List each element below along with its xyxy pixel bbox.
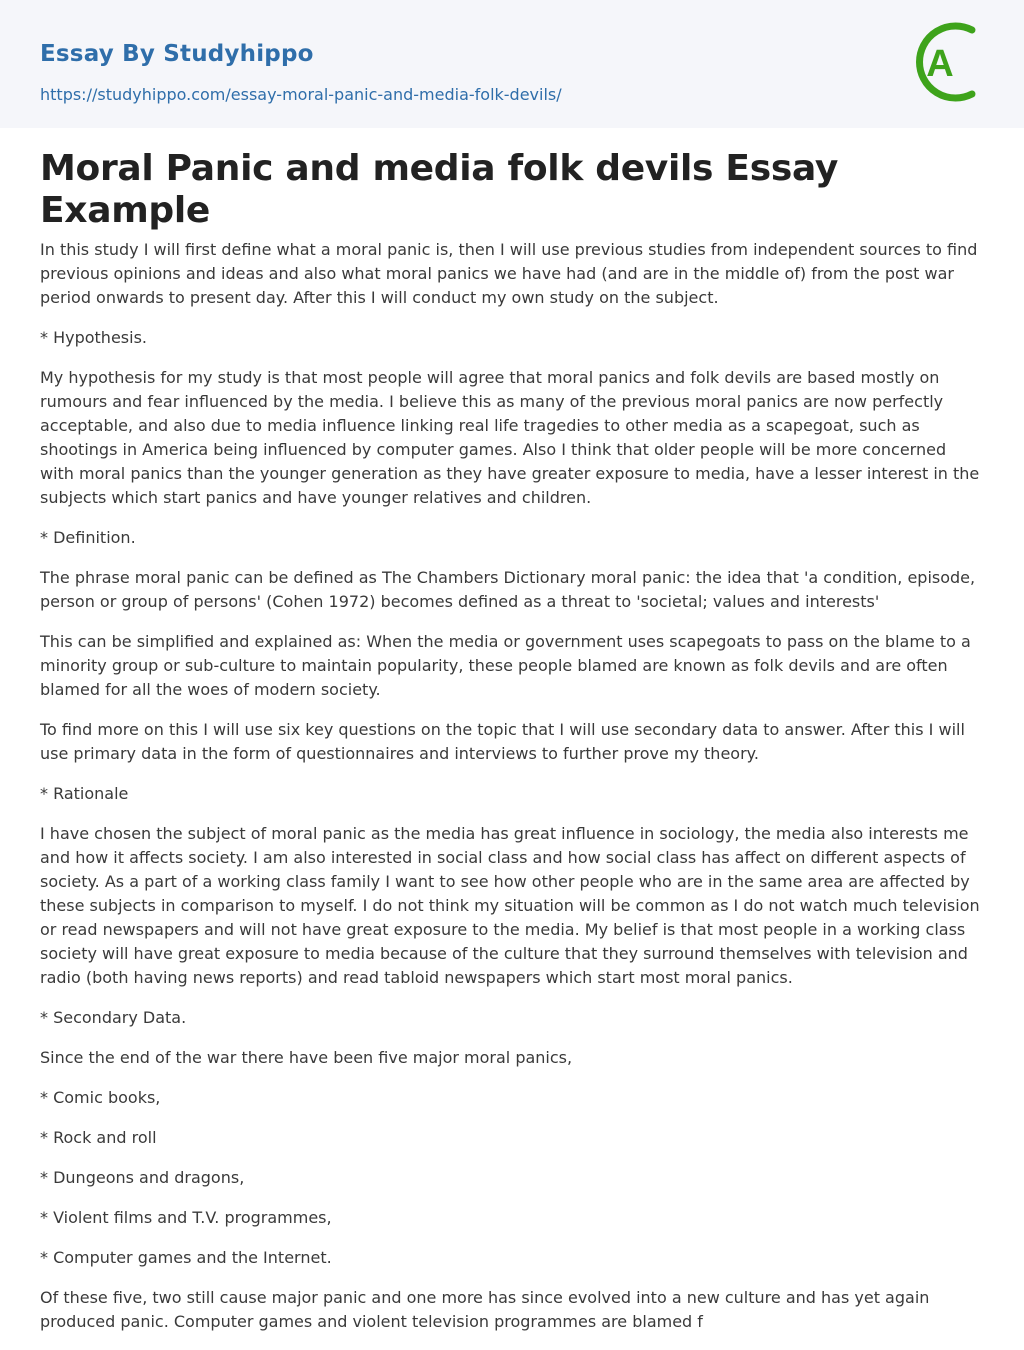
page-url-link[interactable]: https://studyhippo.com/essay-moral-panic-and-media-folk-devils/: [40, 85, 562, 104]
paragraph-rationale: I have chosen the subject of moral panic as the media has great influence in sociology, the media also interests me and how it affects society. I am also interested in social class and how social class has affect on different aspects of society. As a part of a working class family I want to see how other people who are in the same area are affected by these subjects in comparison to myself. I do not think my situation will be common as I do not watch much television or read newspapers and will not have great exposure to the media. My belief is that most people in a working class society will have great exposure to media because of the culture that they surround themselves with television and radio (both having news reports) and read tabloid newspapers which start most moral panics.: [40, 824, 980, 987]
paragraph-intro: In this study I will first define what a moral panic is, then I will use previous studies from independent sources to find previous opinions and ideas and also what moral panics we have had (and are in the middle of) from the post war period onwards to present day. After this I will conduct my own study on the subject.: [40, 240, 978, 307]
list-item: * Violent films and T.V. programmes,: [40, 1208, 332, 1227]
article-content: [40, 148, 985, 1350]
list-item: * Rock and roll: [40, 1128, 157, 1147]
article-title: Moral Panic and media folk devils Essay Example: [40, 148, 839, 231]
site-header: [0, 0, 1024, 128]
paragraph-conclusion: Of these five, two still cause major panic and one more has since evolved into a new culture and has yet again produced panic. Computer games and violent television programmes are blamed f: [40, 1288, 930, 1331]
paragraph-hypothesis: My hypothesis for my study is that most people will agree that moral panics and folk devils are based mostly on rumours and fear influenced by the media. I believe this as many of the previous moral panics are now perfectly acceptable, and also due to media influence linking real life tragedies to other media as a scapegoat, such as shootings in America being influenced by computer games. Also I think that older people will be more concerned with moral panics than the younger generation as they have greater exposure to media, have a lesser interest in the subjects which start panics and have younger relatives and children.: [40, 368, 980, 507]
list-item: * Comic books,: [40, 1088, 161, 1107]
paragraph-panics-intro: Since the end of the war there have been five major moral panics,: [40, 1048, 573, 1067]
heading-hypothesis: * Hypothesis.: [40, 328, 147, 347]
paragraph-definition: The phrase moral panic can be defined as The Chambers Dictionary moral panic: the idea that 'a condition, episode, person or group of persons' (Cohen 1972) becomes defined as a threat to 'societal; values and interests': [40, 568, 976, 611]
heading-secondary-data: * Secondary Data.: [40, 1008, 187, 1027]
paragraph-simplified: This can be simplified and explained as: When the media or government uses scapegoats to pass on the blame to a minority group or sub-culture to maintain popularity, these people blamed are known as folk devils and are often blamed for all the woes of modern society.: [40, 632, 971, 699]
svg-text:A: A: [926, 43, 954, 85]
heading-rationale: * Rationale: [40, 784, 129, 803]
paragraph-method: To find more on this I will use six key questions on the topic that I will use secondary data to answer. After this I will use primary data in the form of questionnaires and interviews to further prove my theory.: [40, 720, 965, 763]
studyhippo-logo-icon[interactable]: [908, 16, 992, 108]
list-item: * Computer games and the Internet.: [40, 1248, 332, 1267]
site-brand[interactable]: Essay By Studyhippo: [40, 41, 314, 67]
heading-definition: * Definition.: [40, 528, 136, 547]
list-item: * Dungeons and dragons,: [40, 1168, 245, 1187]
